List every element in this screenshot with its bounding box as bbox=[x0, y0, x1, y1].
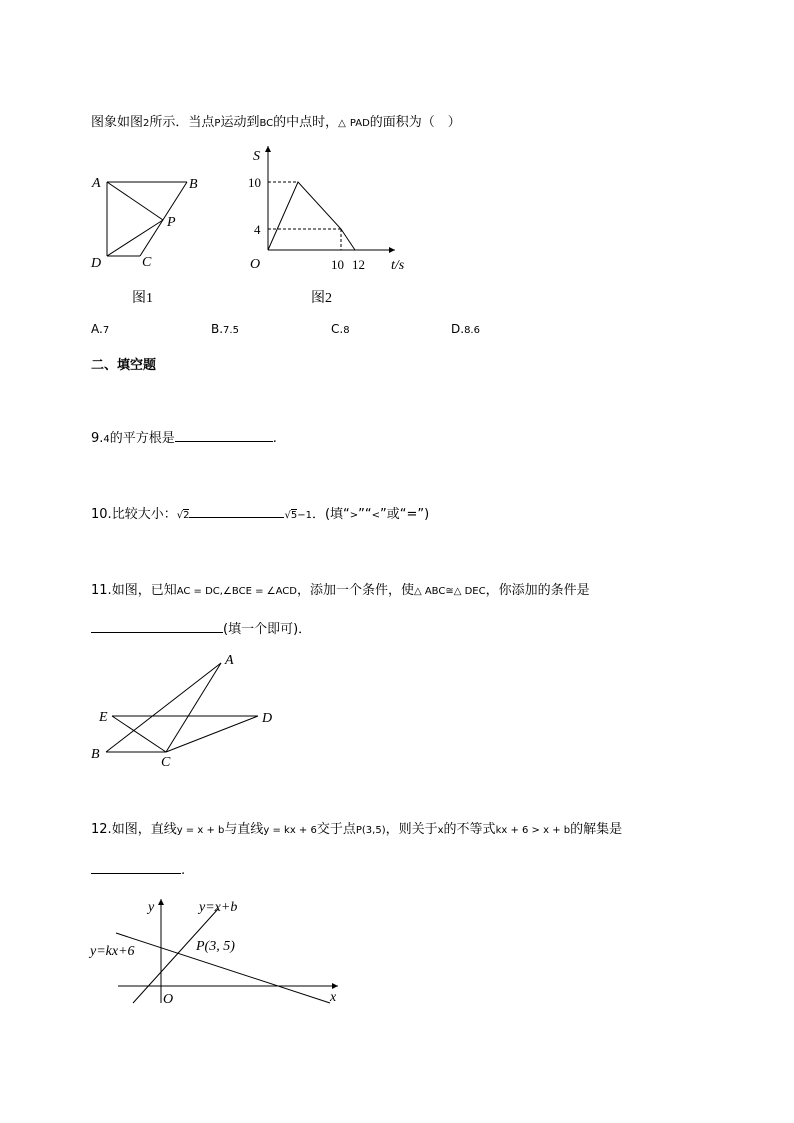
question-12-line-2 bbox=[91, 861, 185, 880]
option-a-letter: A. bbox=[91, 322, 103, 336]
q9-number: 9. bbox=[91, 431, 104, 446]
question-10 bbox=[91, 505, 429, 525]
q12-text-4: ，则关于 bbox=[385, 822, 438, 837]
question-9 bbox=[91, 429, 277, 449]
question-8-text bbox=[91, 114, 461, 133]
q8-triangle-symbol: △ bbox=[338, 118, 346, 129]
figure-2-graph bbox=[245, 140, 415, 280]
q12-axis-x: x bbox=[330, 990, 337, 1005]
q12-text-2: 与直线 bbox=[224, 822, 264, 837]
sqrt-symbol-icon: √ bbox=[176, 510, 184, 521]
q11-text-4: (填一个即可)． bbox=[223, 622, 312, 637]
q12-text-3: 交于点 bbox=[316, 822, 356, 837]
q9-answer-blank[interactable] bbox=[175, 429, 273, 442]
option-b-letter: B. bbox=[211, 322, 224, 336]
q12-answer-blank[interactable] bbox=[91, 861, 181, 874]
fig2-axis-s: S bbox=[253, 149, 260, 164]
q10-mid-1: ”“ bbox=[358, 507, 372, 522]
q8-math-fig-num: 2 bbox=[143, 118, 150, 129]
q12-text-6: 的解集是 bbox=[570, 822, 623, 837]
figure-q11-triangles bbox=[88, 648, 288, 773]
q12-period: . bbox=[181, 863, 186, 878]
q8-text-5: 的面积为（ ） bbox=[369, 115, 461, 130]
option-a[interactable] bbox=[91, 322, 109, 336]
q11-math-1: AC = DC,∠BCE = ∠ACD bbox=[176, 586, 297, 597]
section-title: 二、填空题 bbox=[91, 358, 157, 373]
q9-text: 的平方根是 bbox=[109, 431, 175, 446]
q12-math-3: P(3,5) bbox=[355, 825, 386, 836]
q8-text-1: 图象如图 bbox=[91, 115, 144, 130]
q12-point-p: P(3, 5) bbox=[196, 939, 235, 954]
q11-label-c: C bbox=[161, 755, 171, 770]
option-a-value: 7 bbox=[102, 325, 110, 336]
q12-math-1: y = x + b bbox=[176, 825, 225, 836]
q8-text-3: 运动到 bbox=[220, 115, 260, 130]
q11-number: 11. bbox=[91, 583, 112, 598]
fig2-tick-x12: 12 bbox=[352, 257, 365, 272]
q12-origin: O bbox=[163, 992, 174, 1007]
q10-number: 10. bbox=[91, 507, 112, 522]
fig1-label-a: A bbox=[92, 176, 101, 191]
figure-1-caption: 图1 bbox=[132, 291, 153, 306]
fig2-tick-10: 10 bbox=[248, 175, 261, 190]
fig1-label-d: D bbox=[91, 256, 102, 271]
q10-minus-1: −1 bbox=[297, 510, 312, 521]
q10-lt: < bbox=[371, 510, 381, 521]
q11-label-e: E bbox=[99, 710, 108, 725]
question-11-line-2 bbox=[91, 620, 311, 639]
q11-label-d: D bbox=[262, 711, 273, 726]
q8-text-2: 所示．当点 bbox=[149, 115, 215, 130]
q11-text-2: ，添加一个条件，使 bbox=[296, 583, 414, 598]
q8-math-p: P bbox=[214, 118, 221, 129]
q10-tail-1: ．(填“ bbox=[311, 507, 350, 522]
q10-sqrt-5: 5 bbox=[290, 510, 298, 521]
option-b[interactable] bbox=[211, 322, 239, 336]
option-d-letter: D. bbox=[451, 322, 465, 336]
q12-axis-y: y bbox=[148, 900, 155, 915]
q10-tail-2: ”) bbox=[417, 507, 430, 522]
option-b-value: 7.5 bbox=[223, 325, 239, 336]
option-c-value: 8 bbox=[343, 325, 350, 336]
q11-text-1: 如图，已知 bbox=[111, 583, 177, 598]
fig2-origin: O bbox=[250, 257, 261, 272]
fig1-label-b: B bbox=[189, 177, 198, 192]
q11-math-2: △ ABC≅△ DEC bbox=[413, 586, 486, 597]
figure-1-trapezoid bbox=[85, 170, 215, 280]
fig1-label-c: C bbox=[142, 255, 152, 270]
q12-text-5: 的不等式 bbox=[443, 822, 496, 837]
question-11 bbox=[91, 582, 590, 601]
option-d-value: 8.6 bbox=[464, 325, 480, 336]
option-c-letter: C. bbox=[331, 322, 344, 336]
q9-math-4: 4 bbox=[103, 434, 110, 445]
question-12 bbox=[91, 821, 622, 840]
q12-math-2: y = kx + 6 bbox=[263, 825, 317, 836]
q12-math-5: kx + 6 > x + b bbox=[495, 825, 571, 836]
fig2-tick-x10: 10 bbox=[331, 257, 344, 272]
fig2-tick-4: 4 bbox=[254, 222, 261, 237]
q10-eq: = bbox=[406, 507, 418, 522]
figure-q12-lines bbox=[88, 893, 358, 1008]
q11-answer-blank[interactable] bbox=[91, 620, 223, 633]
q8-text-4: 的中点时， bbox=[273, 115, 339, 130]
q10-text: 比较大小： bbox=[111, 507, 177, 522]
sqrt-symbol-icon-2: √ bbox=[284, 510, 291, 521]
q12-text-1: 如图，直线 bbox=[111, 822, 177, 837]
q11-label-a: A bbox=[225, 653, 234, 668]
option-c[interactable] bbox=[331, 322, 350, 336]
q8-math-bc: BC bbox=[259, 118, 274, 129]
q12-math-4: x bbox=[437, 825, 444, 836]
q12-number: 12. bbox=[91, 822, 112, 837]
q8-math-pad: PAD bbox=[349, 118, 370, 129]
fig2-axis-t: t/s bbox=[391, 258, 405, 273]
q12-line-label-2: y=kx+6 bbox=[90, 944, 135, 959]
option-d[interactable] bbox=[451, 322, 480, 336]
figure-2-caption: 图2 bbox=[311, 291, 332, 306]
q10-gt: > bbox=[349, 510, 359, 521]
q10-answer-blank[interactable] bbox=[189, 505, 284, 518]
q11-text-3: ，你添加的条件是 bbox=[485, 583, 590, 598]
q11-label-b: B bbox=[91, 747, 100, 762]
q10-mid-2: ”或“ bbox=[380, 507, 407, 522]
fig1-label-p: P bbox=[167, 215, 176, 230]
q9-period: . bbox=[272, 431, 277, 446]
q10-sqrt-2: 2 bbox=[183, 510, 190, 521]
q12-line-label-1: y=x+b bbox=[199, 900, 238, 915]
